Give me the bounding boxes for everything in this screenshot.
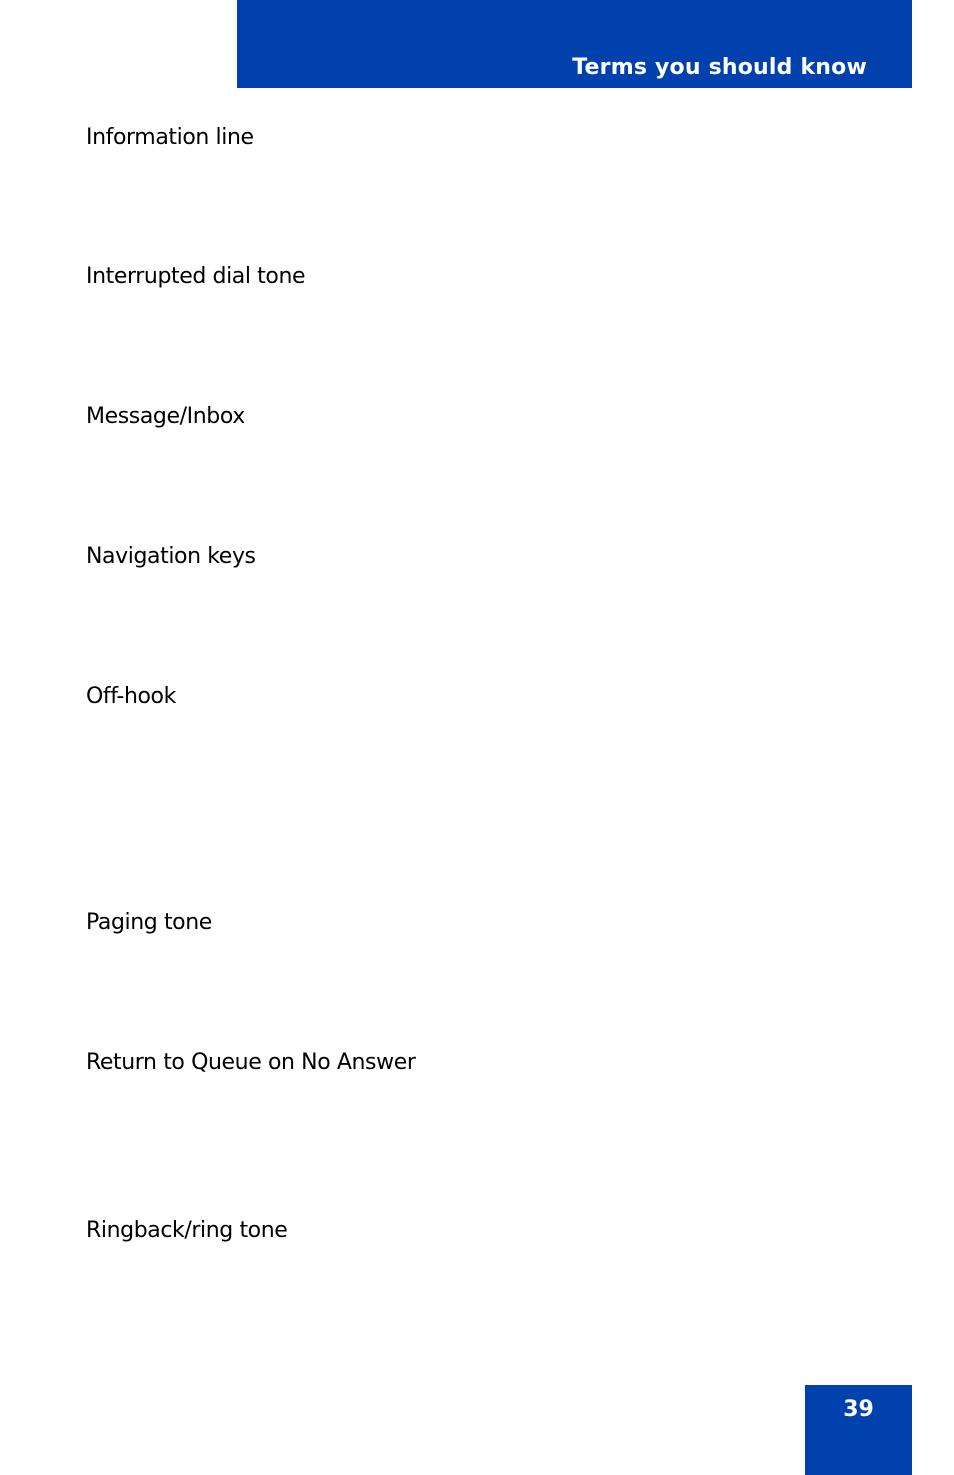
term-information-line: Information line bbox=[86, 125, 254, 150]
term-off-hook: Off-hook bbox=[86, 684, 176, 709]
section-title: Terms you should know bbox=[572, 55, 867, 80]
page-number-tab bbox=[805, 1385, 912, 1475]
term-paging-tone: Paging tone bbox=[86, 910, 212, 935]
term-navigation-keys: Navigation keys bbox=[86, 544, 256, 569]
term-interrupted-dial-tone: Interrupted dial tone bbox=[86, 264, 306, 289]
term-message-inbox: Message/Inbox bbox=[86, 404, 245, 429]
section-header-band bbox=[237, 0, 912, 88]
term-return-to-queue: Return to Queue on No Answer bbox=[86, 1050, 416, 1075]
page-number: 39 bbox=[843, 1397, 874, 1422]
term-ringback-ring-tone: Ringback/ring tone bbox=[86, 1218, 288, 1243]
